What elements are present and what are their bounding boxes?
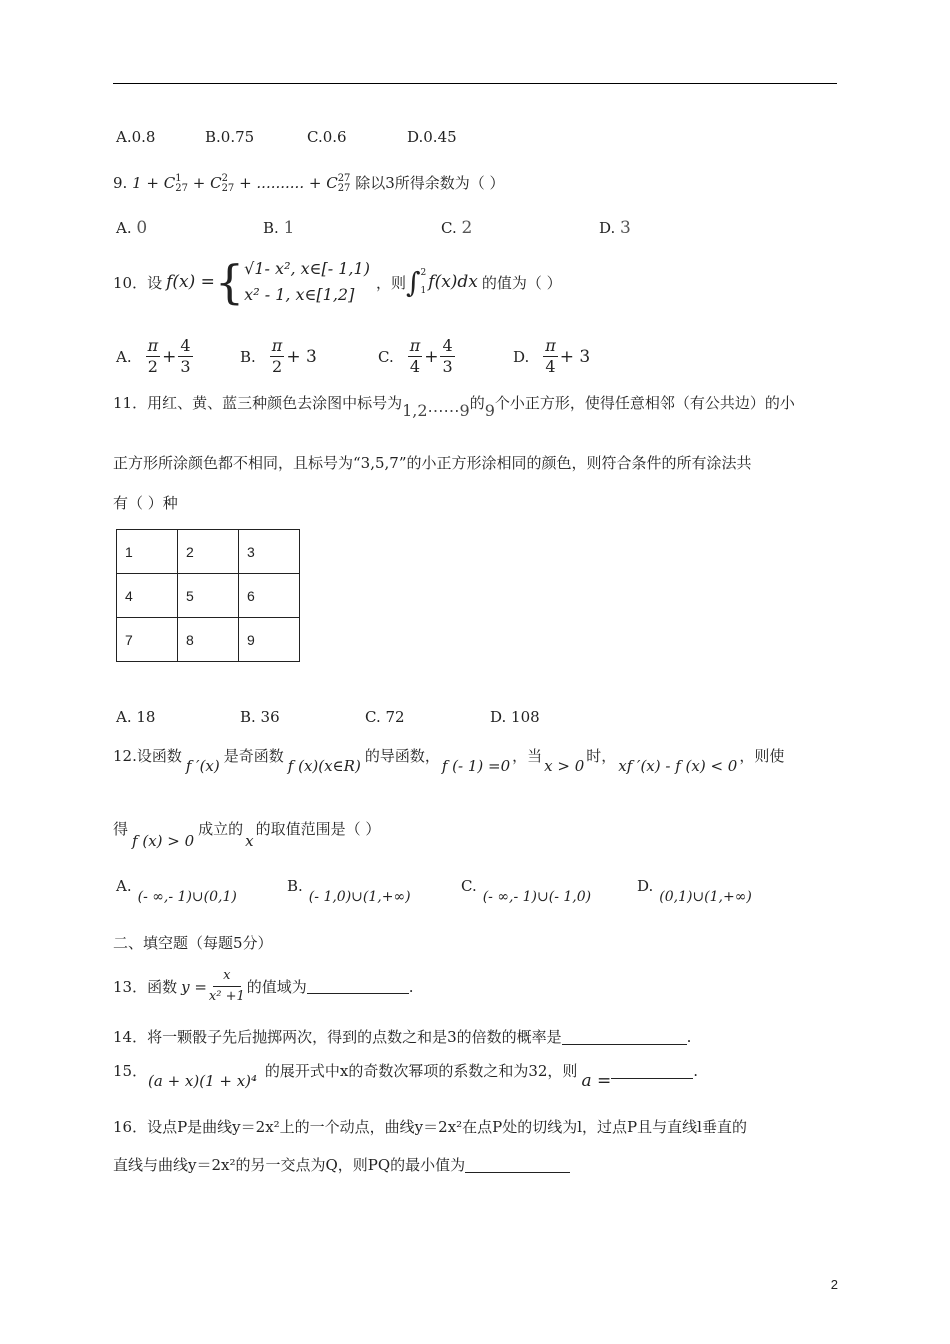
q10-option-c-label: C. [378,347,394,366]
q9-option-a-value: 0 [136,218,148,238]
q12-cond: f (- 1) =0 [441,757,511,775]
q14-text: 14．将一颗骰子先后抛掷两次，得到的点数之和是3的倍数的概率是 [113,1028,562,1046]
q12-b: 是奇函数 [223,747,284,765]
q14-blank [562,1030,687,1045]
question-14 [113,1026,691,1047]
q12-line2b: 成立的 [198,820,244,838]
q10-option-c-frac2 [440,336,454,377]
question-9 [113,172,505,194]
q13-a: 13．函数 [113,978,178,996]
q9-sub1: 27 [175,183,188,194]
q13-den: x² +1 [208,989,245,1004]
q13-end: . [408,977,414,996]
q10-tail: 的值为（ ） [481,273,562,292]
q10-option-a-den2: 3 [180,357,191,376]
q10-option-b-frac [270,336,285,377]
q8-option-b: B.0.75 [205,128,255,146]
question-11-line1 [113,392,795,420]
q8-option-c: C.0.6 [307,128,347,146]
q10-option-d-num: π [545,336,556,355]
q13-b: 的值域为 [246,978,307,996]
q10-option-a-frac2 [178,336,192,377]
q9-option-d [599,218,631,238]
q15-a: 15． [113,1062,148,1080]
q15-av: a = [581,1071,612,1091]
q10-option-c [378,336,457,377]
q12-option-c-value: (- ∞,- 1)∪(- 1,0) [482,889,592,905]
q16-blank [465,1158,570,1173]
q9-lead: 1 + C [132,174,176,192]
q9-option-b [263,218,294,238]
grid-cell: 4 [117,574,178,618]
q13-y: y = [181,977,207,996]
q9-option-d-label: D. [599,219,616,237]
q9-option-c-value: 2 [461,218,473,238]
q15-blank [611,1064,693,1079]
q10-option-b [240,336,317,377]
q8-option-a: A.0.8 [116,128,156,146]
q10-option-b-num: π [271,336,283,355]
q12-xg: x > 0 [544,757,585,775]
question-16-line2 [113,1154,570,1175]
q9-term2: + .......... + C [239,174,338,192]
grid-cell: 9 [239,618,300,662]
q13-frac [209,966,245,1007]
q10-option-a-frac1 [146,336,161,377]
q11-option-d: D. 108 [490,708,540,726]
q12-ineq: xf ′(x) - f (x) < 0 [618,757,738,775]
grid-row [117,618,300,662]
q10-option-b-label: B. [240,347,256,366]
grid-cell: 5 [178,574,239,618]
q12-fp: f ′(x) [185,757,220,775]
q10-cases [244,256,370,308]
q9-sub3: 27 [337,183,351,194]
q15-end: . [693,1062,699,1080]
q10-option-a-op: + [162,346,177,367]
q12-option-c-label: C. [461,877,477,895]
question-16-line1: 16．设点P是曲线y＝2x²上的一个动点，曲线y＝2x²在点P处的切线为l，过点P且与直线l垂直的 [113,1118,747,1136]
q9-option-b-label: B. [263,219,279,237]
q9-sup3: 27 [337,173,351,184]
q11-line1b: 的 [469,394,485,412]
question-11-line3: 有（ ）种 [113,494,178,512]
q11-line1c: 个小正方形，使得任意相邻（有公共边）的小 [494,394,795,412]
q10-option-b-op: + 3 [286,346,317,367]
q10-option-c-num: π [409,336,421,355]
grid-cell: 6 [239,574,300,618]
q10-option-b-den: 2 [271,357,283,376]
q12-option-b [287,877,411,905]
q11-option-a: A. 18 [116,708,156,726]
q9-option-b-value: 1 [283,218,295,238]
q9-sup2: 2 [221,173,228,184]
q9-option-a-label: A. [116,219,132,237]
q12-option-d-value: (0,1)∪(1,+∞) [659,889,752,905]
q10-option-c-num2: 4 [442,336,453,355]
q16-line2: 直线与曲线y＝2x²的另一交点为Q，则PQ的最小值为 [113,1156,466,1174]
q12-line2c: 的取值范围是（ ） [255,820,381,838]
question-12-line1 [113,745,785,775]
q10-brace: { [214,255,245,309]
q15-b: 的展开式中x的奇数次幂项的系数之和为32，则 [264,1062,578,1080]
q9-tail: 除以3所得余数为（ ） [355,174,505,192]
q11-option-c: C. 72 [365,708,405,726]
q11-option-b: B. 36 [240,708,280,726]
q9-option-a [116,218,147,238]
q10-option-d-label: D. [513,347,530,366]
q11-seq: 1,2⋯⋯9 [402,401,470,420]
grid-cell: 7 [117,618,178,662]
q9-number: 9. [113,174,128,192]
q10-number: 10．设 [113,273,163,292]
q12-f: ，则使 [739,747,785,765]
grid-cell: 8 [178,618,239,662]
q10-option-d [513,336,590,377]
page-number: 2 [830,1277,838,1292]
q12-a: 12.设函数 [113,747,182,765]
q12-fx: f (x)(x∈R) [287,757,361,775]
q9-option-c-label: C. [441,219,457,237]
q12-option-d [637,877,752,905]
q9-term1: + C [192,174,222,192]
q10-option-d-frac [543,336,558,377]
q10-integrand: f(x)dx [428,272,478,292]
grid-row [117,530,300,574]
q12-option-d-label: D. [637,877,654,895]
q12-option-a-value: (- ∞,- 1)∪(0,1) [137,889,237,905]
q10-option-a-num: π [147,336,159,355]
q13-blank [307,979,409,994]
q10-case2: x² - 1, x∈[1,2] [244,285,355,304]
header-rule [113,83,837,84]
q12-option-a-label: A. [116,877,132,895]
q10-bounds [421,264,427,300]
q9-option-d-value: 3 [620,218,631,238]
q12-line2a: 得 [113,820,129,838]
q10-option-c-frac1 [408,336,423,377]
q12-option-c [461,877,592,905]
q12-c: 的导函数， [364,747,440,765]
question-12-line2 [113,818,381,850]
question-10 [113,256,562,308]
q10-function: f(x) = [166,272,215,292]
q11-line1a: 11．用红、黄、蓝三种颜色去涂图中标号为 [113,394,403,412]
q12-fgt: f (x) > 0 [132,832,195,850]
q9-option-c [441,218,472,238]
question-15 [113,1060,699,1091]
q12-d: ，当 [512,747,543,765]
question-13 [113,966,414,1007]
grid-cell: 3 [239,530,300,574]
q12-option-b-value: (- 1,0)∪(1,+∞) [308,889,411,905]
grid-cell: 2 [178,530,239,574]
q10-mid: ，则 [375,273,406,292]
q9-sup1: 1 [175,173,182,184]
q12-x: x [245,832,254,850]
q10-option-a-label: A. [116,347,132,366]
grid-cell: 1 [117,530,178,574]
q13-num: x [213,966,240,987]
q10-option-a-den: 2 [147,357,158,376]
q15-expr: (a + x)(1 + x)⁴ [148,1072,258,1090]
q14-end: . [686,1028,692,1046]
integral-sign-icon: ∫ [405,265,421,299]
q12-e: 时， [586,747,617,765]
q10-option-d-op: + 3 [559,346,591,367]
q9-sub2: 27 [221,183,235,194]
q10-option-a-num2: 4 [180,336,191,355]
q10-lower: 1 [420,286,427,296]
q12-option-a [116,877,237,905]
q10-case1: √1- x², x∈[- 1,1) [244,259,370,278]
question-11-line2: 正方形所涂颜色都不相同，且标号为“3,5,7”的小正方形涂相同的颜色，则符合条件的所有涂法共 [113,454,752,472]
q8-option-d: D.0.45 [407,128,457,146]
q10-option-c-den2: 3 [442,357,453,376]
q11-nine: 9 [484,401,495,420]
number-grid [116,529,300,662]
q12-option-b-label: B. [287,877,303,895]
q10-option-c-den: 4 [409,357,421,376]
section-heading: 二、填空题（每题5分） [113,934,273,952]
q10-option-a [116,336,195,377]
grid-row [117,574,300,618]
q10-upper: 2 [420,268,427,278]
q10-option-d-den: 4 [545,357,556,376]
q10-option-c-op: + [424,346,439,367]
